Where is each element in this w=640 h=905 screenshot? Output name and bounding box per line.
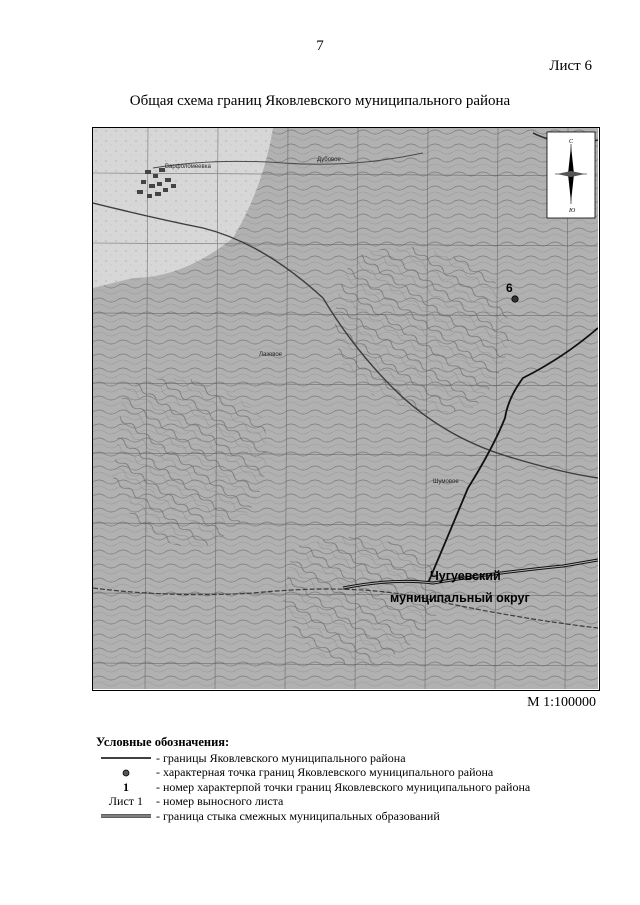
legend-text: - номер характерпой точки границ Яковлевского муниципального района: [156, 779, 531, 794]
sheet-label: Лист 6: [549, 58, 592, 74]
compass-rose: [547, 132, 595, 218]
compass-south: Ю: [569, 208, 576, 214]
page-number: 7: [316, 38, 324, 54]
topographic-map: [93, 128, 598, 689]
place-name-varfolomeevka: Варфоломеевка: [165, 164, 211, 170]
boundary-point-dot: [512, 296, 518, 302]
legend: [96, 735, 616, 824]
legend-text: - границы Яковлевского муниципального района: [156, 750, 406, 765]
legend-double-line-symbol: [96, 812, 156, 820]
place-name-shumovoe: Шумовое: [433, 479, 459, 485]
legend-number-symbol: 1: [123, 779, 129, 794]
compass-north: С: [569, 139, 574, 145]
place-name-dubovoe: Дубовое: [317, 157, 341, 163]
legend-text: - граница стыка смежных муниципальных образований: [156, 808, 440, 823]
legend-text: - характерная точка границ Яковлевского муниципального района: [156, 765, 494, 780]
map-frame: [92, 127, 600, 691]
map-title: Общая схема границ Яковлевского муниципального района: [129, 93, 511, 109]
legend-sheet-symbol: Лист 1: [108, 794, 144, 809]
legend-item-point-number: [96, 780, 616, 795]
boundary-point-number: 6: [506, 281, 513, 295]
legend-item-boundary: [96, 751, 616, 766]
legend-item-point: [96, 766, 616, 781]
legend-item-adjacent: [96, 809, 616, 824]
region-label-line1: Чугуевский: [430, 569, 501, 583]
legend-text: - номер выносного листа: [156, 794, 284, 809]
legend-line-symbol: [96, 755, 156, 761]
region-label-line2: муниципальный округ: [390, 591, 530, 605]
legend-dot-symbol: [96, 768, 156, 778]
legend-item-sheet: [96, 795, 616, 810]
place-name-lazovoe: Лазовое: [259, 352, 283, 358]
legend-title: Условные обозначения:: [96, 735, 230, 749]
map-scale: М 1:100000: [527, 695, 596, 710]
